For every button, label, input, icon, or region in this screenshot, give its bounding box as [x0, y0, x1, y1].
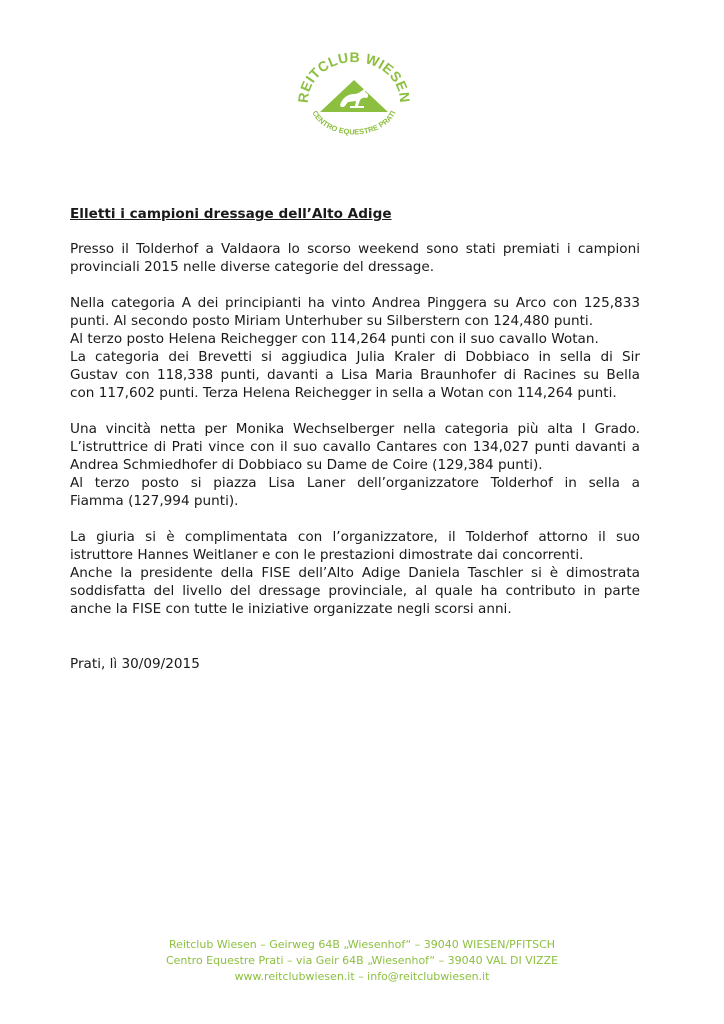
paragraph-line: Una vincità netta per Monika Wechselberger nella categoria più alta I Grado.: [70, 421, 640, 437]
article-paragraph: [70, 528, 640, 618]
reitclub-logo: [290, 50, 416, 146]
article-paragraph: [70, 240, 640, 276]
paragraph-line: Anche la presidente della FISE dell’Alto Adige Daniela Taschler si è dimostrata: [70, 565, 640, 581]
paragraph-line: La giuria si è complimentata con l’organizzatore, il Tolderhof attorno il suo: [70, 529, 640, 545]
article-body: [70, 240, 640, 618]
paragraph-line: Nella categoria A dei principianti ha vinto Andrea Pinggera su Arco con 125,833: [70, 295, 640, 311]
paragraph-line: Andrea Schmiedhofer di Dobbiaco su Dame de Coire (129,384 punti).: [70, 457, 543, 473]
paragraph-line: Al terzo posto Helena Reichegger con 114,264 punti con il suo cavallo Wotan.: [70, 331, 599, 347]
paragraph-line: soddisfatta del livello del dressage provinciale, al quale ha contributo in parte: [70, 583, 640, 599]
paragraph-line: Presso il Tolderhof a Valdaora lo scorso weekend sono stati premiati i campioni: [70, 241, 640, 257]
footer-address-italian: Centro Equestre Prati – via Geir 64B „Wiesenhof“ – 39040 VAL DI VIZZE: [165, 954, 559, 967]
paragraph-line: punti. Al secondo posto Miriam Unterhuber su Silberstern con 124,480 punti.: [70, 313, 594, 329]
article-title: Elletti i campioni dressage dell’Alto Adige: [70, 206, 392, 222]
paragraph-line: con 117,602 punti. Terza Helena Reichegger in sella a Wotan con 114,264 punti.: [70, 385, 617, 401]
paragraph-line: anche la FISE con tutte le iniziative organizzate negli scorsi anni.: [70, 601, 512, 617]
logo-bottom-text: CENTRO EQUESTRE PRATI: [310, 108, 398, 137]
paragraph-line: Fiamma (127,994 punti).: [70, 493, 239, 509]
logo-graphic: [290, 50, 416, 146]
page-footer: [0, 937, 724, 985]
footer-web-contact: www.reitclubwiesen.it – info@reitclubwiesen.it: [234, 970, 490, 983]
footer-address-german: Reitclub Wiesen – Geirweg 64B „Wiesenhof“ – 39040 WIESEN/PFITSCH: [168, 938, 556, 951]
article-paragraph: [70, 420, 640, 510]
paragraph-line: istruttore Hannes Weitlaner e con le prestazioni dimostrate dai concorrenti.: [70, 547, 584, 563]
paragraph-line: La categoria dei Brevetti si aggiudica Julia Kraler di Dobbiaco in sella di Sir: [70, 349, 640, 365]
article-paragraph: [70, 294, 640, 402]
logo-top-text: REITCLUB WIESEN: [294, 50, 414, 104]
paragraph-line: L’istruttrice di Prati vince con il suo cavallo Cantares con 134,027 punti davanti a: [70, 439, 640, 455]
article-date: Prati, lì 30/09/2015: [70, 656, 200, 672]
paragraph-line: provinciali 2015 nelle diverse categorie del dressage.: [70, 259, 435, 275]
article: [70, 205, 640, 673]
paragraph-line: Al terzo posto si piazza Lisa Laner dell’organizzatore Tolderhof in sella a: [70, 475, 640, 491]
paragraph-line: Gustav con 118,338 punti, davanti a Lisa Maria Braunhofer di Racines su Bella: [70, 367, 640, 383]
